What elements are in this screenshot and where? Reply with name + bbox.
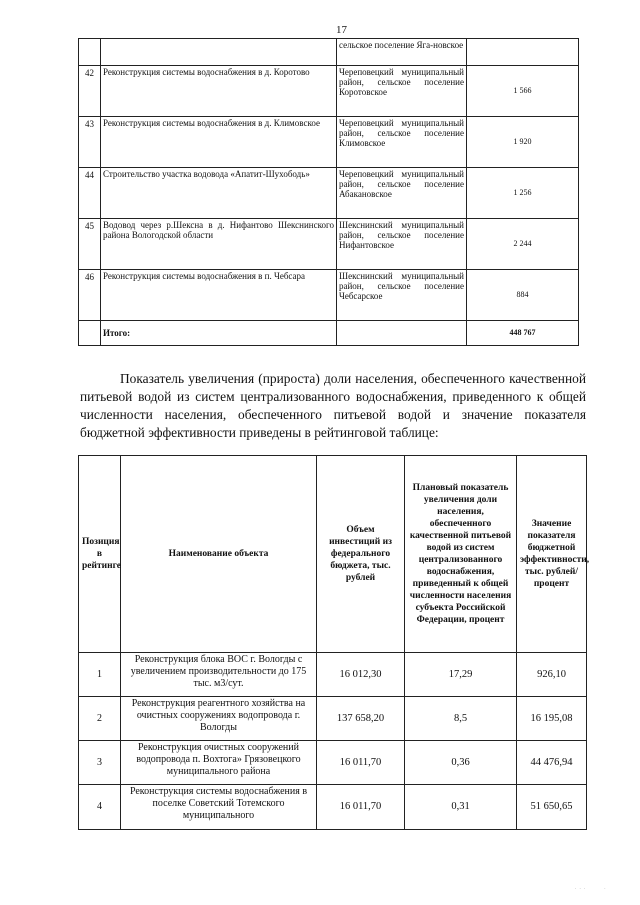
rating-object-name: Реконструкция очистных сооружений водопровода п. Вохтога» Грязовецкого муниципального района (121, 741, 317, 785)
rating-investment: 137 658,20 (317, 697, 405, 741)
object-name: Реконструкция системы водоснабжения в д. Климовское (101, 117, 337, 168)
table-row (79, 39, 579, 66)
table-row (79, 653, 587, 697)
rating-object-name: Реконструкция реагентного хозяйства на очистных сооружениях водопровода г. Вологды (121, 697, 317, 741)
rating-position: 3 (79, 741, 121, 785)
object-name: Реконструкция системы водоснабжения в п. Чебсара (101, 270, 337, 321)
projects-table-continued (78, 38, 579, 346)
row-number: 44 (79, 168, 101, 219)
table-row (79, 697, 587, 741)
rating-investment: 16 011,70 (317, 741, 405, 785)
row-number: 45 (79, 219, 101, 270)
page-number: 17 (336, 24, 347, 36)
rating-increase: 17,29 (405, 653, 517, 697)
object-amount (467, 39, 579, 66)
object-amount: 1 566 (467, 66, 579, 117)
object-location: Череповецкий муниципальный район, сельское поселение Коротовское (337, 66, 467, 117)
object-name (101, 39, 337, 66)
total-row (79, 321, 579, 346)
rating-position: 2 (79, 697, 121, 741)
row-number: 46 (79, 270, 101, 321)
total-label: Итого: (101, 321, 337, 346)
row-number: 42 (79, 66, 101, 117)
rating-investment: 16 012,30 (317, 653, 405, 697)
rating-object-name: Реконструкция блока ВОС г. Вологды с увеличением производительности до 175 тыс. м3/сут. (121, 653, 317, 697)
object-location: Шекснинский муниципальный район, сельское поселение Чебсарское (337, 270, 467, 321)
object-name: Строительство участка водовода «Апатит-Шухободь» (101, 168, 337, 219)
header-investment: Объем инвестиций из федерального бюджета, тыс. рублей (317, 456, 405, 653)
object-amount: 1 256 (467, 168, 579, 219)
table-row (79, 168, 579, 219)
rating-increase: 0,31 (405, 785, 517, 830)
rating-position: 4 (79, 785, 121, 830)
rating-efficiency: 16 195,08 (517, 697, 587, 741)
rating-table-header (79, 456, 587, 653)
object-name: Реконструкция системы водоснабжения в д. Коротово (101, 66, 337, 117)
rating-investment: 16 011,70 (317, 785, 405, 830)
object-amount: 884 (467, 270, 579, 321)
object-name: Водовод через р.Шексна в д. Нифантово Шекснинского района Вологодской области (101, 219, 337, 270)
object-location: сельское поселение Яга-новское (337, 39, 467, 66)
row-number: 43 (79, 117, 101, 168)
scan-mark: . . . . (575, 886, 607, 891)
total-empty-cell (79, 321, 101, 346)
table-row (79, 270, 579, 321)
rating-efficiency: 51 650,65 (517, 785, 587, 830)
table-row (79, 219, 579, 270)
header-efficiency: Значение показателя бюджетной эффективности, тыс. рублей/процент (517, 456, 587, 653)
row-number (79, 39, 101, 66)
rating-table (78, 455, 590, 830)
header-increase: Плановый показатель увеличения доли населения, обеспеченного качественной питьевой водой из систем централизованного водоснабжения, приведенный к общей численности населения субъекта Российской Федерации, процент (405, 456, 517, 653)
object-location: Шекснинский муниципальный район, сельское поселение Нифантовское (337, 219, 467, 270)
header-position: Позиция в рейтинге (79, 456, 121, 653)
table-row (79, 785, 587, 830)
object-amount: 1 920 (467, 117, 579, 168)
rating-increase: 0,36 (405, 741, 517, 785)
rating-object-name: Реконструкция системы водоснабжения в поселке Советский Тотемского муниципального (121, 785, 317, 830)
rating-efficiency: 44 476,94 (517, 741, 587, 785)
total-empty-cell (337, 321, 467, 346)
rating-position: 1 (79, 653, 121, 697)
table-row (79, 741, 587, 785)
intro-paragraph: Показатель увеличения (прироста) доли населения, обеспеченного качественной питьевой водой из систем централизованного водоснабжения, приведенного к общей численности населения, обеспеченного питьевой водой и значение показателя бюджетной эффективности приведены в рейтинговой таблице: (80, 371, 586, 440)
header-name: Наименование объекта (121, 456, 317, 653)
object-amount: 2 244 (467, 219, 579, 270)
rating-efficiency: 926,10 (517, 653, 587, 697)
object-location: Череповецкий муниципальный район, сельское поселение Климовское (337, 117, 467, 168)
table-row (79, 66, 579, 117)
table-row (79, 117, 579, 168)
object-location: Череповецкий муниципальный район, сельское поселение Абакановское (337, 168, 467, 219)
rating-increase: 8,5 (405, 697, 517, 741)
total-value: 448 767 (467, 321, 579, 346)
